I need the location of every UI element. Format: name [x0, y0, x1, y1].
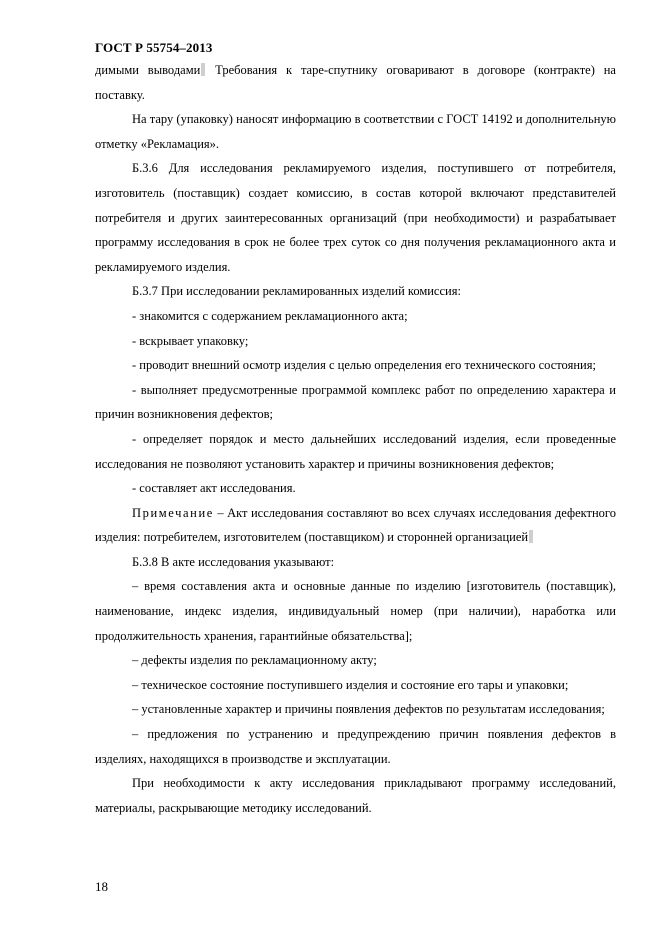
list-item: – техническое состояние поступившего изделия и состояние его тары и упаковки;: [132, 677, 569, 692]
list-item: – установленные характер и причины появления дефектов по результатам исследования;: [132, 702, 605, 717]
paragraph-continuation: [95, 58, 616, 107]
paragraph-packaging-marking: На тару (упаковку) наносят информацию в соответствии с ГОСТ 14192 и дополнительную отметку «Рекламация».: [95, 112, 616, 151]
list-item: - знакомится с содержанием рекламационного акта;: [132, 308, 408, 323]
document-body: [95, 58, 616, 820]
note-text: – Акт исследования составляют во всех случаях исследования дефектного изделия: потребителем, изготовителем (поставщиком) и сторонней организацией: [95, 505, 616, 545]
paragraph-attachments: При необходимости к акту исследования прикладывают программу исследований, материалы, раскрывающие методику исследований.: [95, 776, 616, 815]
paragraph-text-continued: Требования к таре-спутнику оговаривают в договоре (контракте) на поставку.: [95, 63, 616, 102]
page-number: 18: [95, 879, 108, 894]
list-item: - вскрывает упаковку;: [132, 333, 249, 348]
list-item: - выполняет предусмотренные программой комплекс работ по определению характера и причин возникновения дефектов;: [95, 382, 616, 422]
list-item: – дефекты изделия по рекламационному акту;: [132, 653, 377, 668]
paragraph-text: димыми выводами: [95, 63, 201, 77]
clause-b-3-7: Б.3.7 При исследовании рекламированных изделий комиссия:: [132, 284, 461, 299]
note-label: Примечание: [132, 505, 214, 520]
list-item: – предложения по устранению и предупреждению причин появления дефектов в изделиях, находящихся в производстве и эксплуатации.: [95, 727, 616, 766]
edit-mark-icon: [529, 530, 533, 543]
list-item: – время составления акта и основные данные по изделию [изготовитель (поставщик), наименование, индекс изделия, индивидуальный номер (при наличии), наработка или продолжительность хранения, гарантийные обязательства];: [95, 579, 616, 643]
list-item: - определяет порядок и место дальнейших исследований изделия, если проведенные исследования не позволяют установить характер и причины возникновения дефектов;: [95, 431, 616, 471]
list-item: - составляет акт исследования.: [132, 481, 296, 496]
clause-b-3-6: Б.3.6 Для исследования рекламируемого изделия, поступившего от потребителя, изготовитель (поставщик) создает комиссию, в состав которой включают представителей потребителя и других заинтересованных организаций (при необходимости) и разрабатывает программу исследования в срок не более трех суток со дня получения рекламационного акта и рекламируемого изделия.: [95, 161, 616, 274]
clause-b-3-8: Б.3.8 В акте исследования указывают:: [132, 554, 335, 569]
document-header: ГОСТ Р 55754–2013: [95, 40, 213, 55]
note-paragraph: [95, 501, 616, 550]
list-item: - проводит внешний осмотр изделия с целью определения его технического состояния;: [132, 358, 596, 373]
edit-mark-icon: [201, 63, 205, 76]
